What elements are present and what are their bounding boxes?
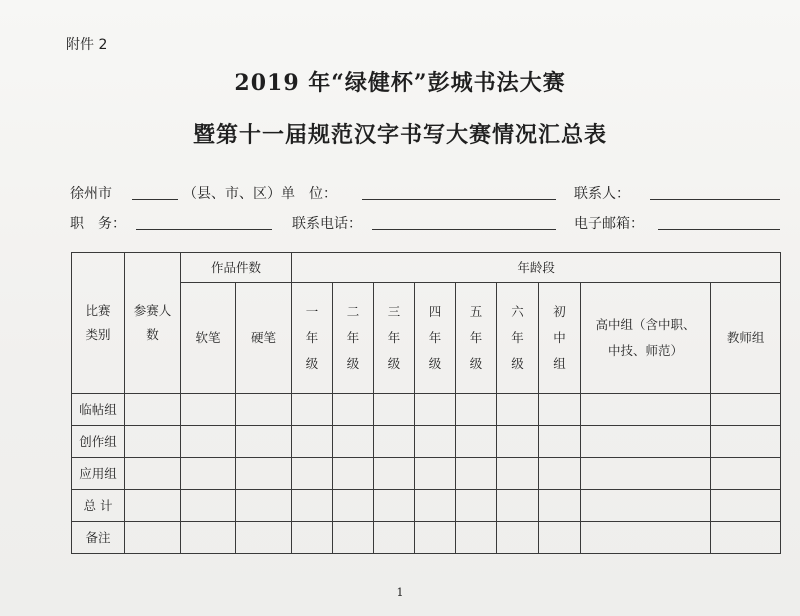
- table-row: [72, 522, 781, 554]
- hard-pen-header: 硬笔: [236, 283, 292, 394]
- participants-header-cell: [125, 253, 181, 394]
- cell[interactable]: [456, 522, 497, 554]
- position-label: 职 务：: [70, 216, 126, 232]
- cell[interactable]: [333, 522, 374, 554]
- grade-5-header: [456, 283, 497, 394]
- cell[interactable]: [539, 426, 581, 458]
- cell[interactable]: [181, 490, 236, 522]
- grade-5-label: 五年级: [469, 303, 483, 372]
- cell[interactable]: [539, 458, 581, 490]
- grade-4-header: [415, 283, 456, 394]
- grade-2-header: [333, 283, 374, 394]
- cell[interactable]: [374, 458, 415, 490]
- cell[interactable]: [581, 426, 711, 458]
- cell[interactable]: [539, 522, 581, 554]
- works-header: 作品件数: [181, 253, 292, 283]
- cell[interactable]: [236, 458, 292, 490]
- cell[interactable]: [292, 426, 333, 458]
- cell[interactable]: [539, 490, 581, 522]
- email-label: 电子邮箱：: [574, 216, 644, 232]
- city-label: 徐州市: [70, 186, 112, 202]
- high-school-label-2: 中技、师范）: [608, 343, 684, 358]
- participants-header: 参赛人数: [133, 303, 172, 342]
- cell[interactable]: [374, 394, 415, 426]
- attachment-label: 附件 2: [66, 37, 108, 53]
- cell[interactable]: [415, 522, 456, 554]
- summary-table: [71, 252, 781, 554]
- row-label: 临帖组: [72, 394, 125, 426]
- cell[interactable]: [374, 522, 415, 554]
- grade-1-label: 一年级: [305, 303, 319, 372]
- row-label: 应用组: [72, 458, 125, 490]
- cell[interactable]: [292, 394, 333, 426]
- cell[interactable]: [497, 522, 539, 554]
- position-blank[interactable]: [136, 229, 272, 230]
- row-label: 创作组: [72, 426, 125, 458]
- row-label: 备注: [72, 522, 125, 554]
- category-header-cell: [72, 253, 125, 394]
- grade-2-label: 二年级: [346, 303, 360, 372]
- cell[interactable]: [711, 490, 781, 522]
- cell[interactable]: [456, 490, 497, 522]
- high-school-label-1: 高中组（含中职、: [595, 316, 696, 332]
- cell[interactable]: [497, 426, 539, 458]
- unit-blank[interactable]: [362, 199, 556, 200]
- district-unit-label: （县、市、区）单 位：: [183, 186, 337, 202]
- contact-label: 联系人：: [574, 186, 630, 202]
- age-header: 年龄段: [292, 253, 781, 283]
- cell[interactable]: [333, 490, 374, 522]
- cell[interactable]: [581, 458, 711, 490]
- cell[interactable]: [415, 394, 456, 426]
- cell[interactable]: [497, 490, 539, 522]
- cell[interactable]: [711, 394, 781, 426]
- title-line-2: 暨第十一届规范汉字书写大赛情况汇总表: [192, 122, 607, 148]
- soft-pen-header: 软笔: [181, 283, 236, 394]
- title-line-1: 2019 年“绿健杯”彭城书法大赛: [234, 70, 566, 96]
- grade-6-label: 六年级: [511, 303, 524, 372]
- cell[interactable]: [125, 426, 181, 458]
- phone-label: 联系电话：: [292, 216, 362, 232]
- phone-blank[interactable]: [372, 229, 556, 230]
- cell[interactable]: [415, 426, 456, 458]
- cell[interactable]: [711, 458, 781, 490]
- cell[interactable]: [125, 490, 181, 522]
- cell[interactable]: [497, 458, 539, 490]
- cell[interactable]: [292, 522, 333, 554]
- grade-4-label: 四年级: [428, 303, 442, 372]
- cell[interactable]: [333, 458, 374, 490]
- page-number: 1: [396, 586, 404, 599]
- cell[interactable]: [581, 490, 711, 522]
- category-header: 比赛类别: [85, 303, 111, 342]
- city-blank[interactable]: [132, 199, 178, 200]
- cell[interactable]: [497, 394, 539, 426]
- email-blank[interactable]: [658, 229, 780, 230]
- cell[interactable]: [711, 426, 781, 458]
- cell[interactable]: [181, 458, 236, 490]
- junior-high-label: 初中组: [553, 303, 566, 372]
- teacher-group-header: 教师组: [711, 283, 781, 394]
- cell[interactable]: [415, 490, 456, 522]
- cell[interactable]: [374, 426, 415, 458]
- cell[interactable]: [125, 522, 181, 554]
- contact-blank[interactable]: [650, 199, 780, 200]
- cell[interactable]: [333, 426, 374, 458]
- cell[interactable]: [236, 394, 292, 426]
- cell[interactable]: [711, 522, 781, 554]
- cell[interactable]: [456, 394, 497, 426]
- cell[interactable]: [292, 490, 333, 522]
- cell[interactable]: [456, 426, 497, 458]
- cell[interactable]: [333, 394, 374, 426]
- cell[interactable]: [236, 490, 292, 522]
- cell[interactable]: [292, 458, 333, 490]
- cell[interactable]: [181, 522, 236, 554]
- cell[interactable]: [581, 522, 711, 554]
- cell[interactable]: [236, 522, 292, 554]
- cell[interactable]: [539, 394, 581, 426]
- grade-1-header: [292, 283, 333, 394]
- table-row: [72, 490, 781, 522]
- cell[interactable]: [456, 458, 497, 490]
- cell[interactable]: [374, 490, 415, 522]
- cell[interactable]: [415, 458, 456, 490]
- cell[interactable]: [181, 426, 236, 458]
- cell[interactable]: [581, 394, 711, 426]
- cell[interactable]: [125, 394, 181, 426]
- table-row: [72, 458, 781, 490]
- cell[interactable]: [125, 458, 181, 490]
- cell[interactable]: [181, 394, 236, 426]
- table-row: [72, 394, 781, 426]
- grade-3-header: [374, 283, 415, 394]
- grade-6-header: [497, 283, 539, 394]
- high-school-header: [581, 283, 711, 394]
- grade-3-label: 三年级: [387, 303, 401, 372]
- cell[interactable]: [236, 426, 292, 458]
- junior-high-header: [539, 283, 581, 394]
- table-row: [72, 426, 781, 458]
- row-label: 总 计: [72, 490, 125, 522]
